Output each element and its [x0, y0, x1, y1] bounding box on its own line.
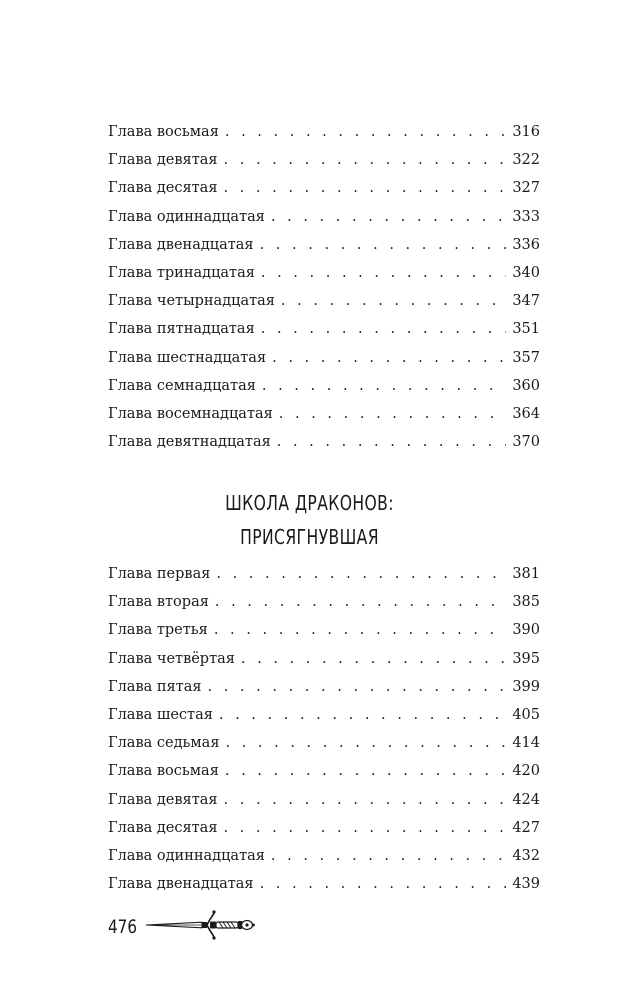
toc-entry-title: Глава одиннадцатая [108, 847, 265, 864]
toc-leader-dots [223, 814, 506, 842]
toc-leader-dots [262, 372, 506, 400]
toc-entry[interactable] [108, 287, 540, 315]
toc-entry-title: Глава восьмая [108, 124, 219, 140]
toc-leader-dots [225, 729, 506, 757]
toc-entry-page: 370 [512, 434, 540, 451]
toc-entry[interactable] [108, 203, 540, 231]
toc-entry-page: 364 [512, 405, 540, 422]
toc-entry-title: Глава седьмая [108, 735, 220, 752]
toc-leader-dots [279, 400, 507, 428]
toc-entry[interactable] [108, 259, 540, 287]
toc-leader-dots [216, 560, 506, 588]
toc-entry-page: 360 [512, 377, 540, 394]
toc-entry-page: 399 [512, 678, 540, 695]
toc-entry[interactable] [108, 315, 540, 343]
toc-entry-page: 336 [512, 236, 540, 253]
toc-entry[interactable] [108, 673, 540, 701]
toc-entry-title: Глава пятая [108, 678, 202, 695]
toc-entry-page: 316 [512, 124, 540, 140]
toc-leader-dots [271, 842, 506, 870]
dagger-icon [144, 910, 256, 944]
toc-entry-page: 420 [512, 763, 540, 780]
toc-list-top [108, 118, 540, 456]
toc-leader-dots [241, 645, 506, 673]
page-number: 476 [108, 916, 138, 938]
toc-entry[interactable] [108, 344, 540, 372]
toc-entry-title: Глава четырнадцатая [108, 293, 275, 310]
toc-entry-page: 427 [512, 819, 540, 836]
toc-entry-title: Глава третья [108, 622, 208, 639]
toc-entry-title: Глава восемнадцатая [108, 405, 273, 422]
toc-leader-dots [224, 146, 507, 174]
toc-entry-title: Глава вторая [108, 594, 209, 611]
toc-entry-page: 351 [512, 321, 540, 338]
toc-leader-dots [261, 315, 507, 343]
toc-leader-dots [225, 757, 506, 785]
toc-entry-page: 405 [512, 706, 540, 723]
toc-entry-title: Глава девятая [108, 152, 218, 169]
toc-entry-title: Глава четвёртая [108, 650, 235, 667]
toc-leader-dots [219, 701, 506, 729]
toc-entry-page: 424 [512, 791, 540, 808]
toc-entry[interactable] [108, 870, 540, 898]
toc-leader-dots [271, 203, 506, 231]
toc-entry-page: 432 [512, 847, 540, 864]
toc-leader-dots [260, 231, 507, 259]
toc-leader-dots [223, 174, 506, 202]
toc-entry-title: Глава двенадцатая [108, 236, 254, 253]
toc-entry-page: 385 [512, 594, 540, 611]
toc-entry-page: 439 [512, 876, 540, 893]
page-footer [108, 910, 256, 944]
toc-entry-page: 333 [512, 208, 540, 225]
toc-entry-page: 340 [512, 264, 540, 281]
toc-entry-title: Глава десятая [108, 819, 218, 836]
toc-entry[interactable] [108, 146, 540, 174]
toc-entry-page: 414 [512, 735, 540, 752]
toc-entry[interactable] [108, 372, 540, 400]
toc-entry-page: 327 [512, 180, 540, 197]
toc-entry-title: Глава первая [108, 566, 211, 582]
toc-leader-dots [225, 118, 506, 146]
toc-entry-page: 390 [512, 622, 540, 639]
toc-leader-dots [224, 786, 507, 814]
toc-entry-title: Глава девятая [108, 791, 218, 808]
toc-leader-dots [208, 673, 507, 701]
toc-entry[interactable] [108, 400, 540, 428]
toc-entry[interactable] [108, 757, 540, 785]
toc-entry[interactable] [108, 560, 540, 588]
toc-entry-page: 357 [512, 349, 540, 366]
toc-leader-dots [214, 616, 506, 644]
toc-entry-title: Глава одиннадцатая [108, 208, 265, 225]
toc-entry[interactable] [108, 231, 540, 259]
toc-entry[interactable] [108, 645, 540, 673]
toc-entry[interactable] [108, 842, 540, 870]
toc-leader-dots [277, 428, 507, 456]
toc-entry-title: Глава семнадцатая [108, 377, 256, 394]
section-heading-line-2: ПРИСЯГНУВШАЯ [240, 525, 379, 549]
toc-leader-dots [272, 344, 506, 372]
toc-leader-dots [281, 287, 506, 315]
toc-leader-dots [260, 870, 507, 898]
toc-entry[interactable] [108, 786, 540, 814]
toc-entry-title: Глава десятая [108, 180, 218, 197]
toc-entry-page: 347 [512, 293, 540, 310]
toc-entry[interactable] [108, 701, 540, 729]
toc-entry-title: Глава шестая [108, 706, 213, 723]
section-heading [68, 486, 551, 554]
toc-entry-title: Глава восьмая [108, 763, 219, 780]
toc-leader-dots [215, 588, 506, 616]
toc-leader-dots [261, 259, 506, 287]
toc-entry-page: 381 [512, 566, 540, 582]
toc-entry-title: Глава тринадцатая [108, 264, 255, 281]
toc-entry-title: Глава двенадцатая [108, 876, 254, 893]
toc-entry[interactable] [108, 729, 540, 757]
toc-entry-title: Глава шестнадцатая [108, 349, 267, 366]
toc-entry-title: Глава пятнадцатая [108, 321, 255, 338]
toc-list-bottom [108, 560, 540, 898]
toc-entry[interactable] [108, 616, 540, 644]
toc-entry[interactable] [108, 588, 540, 616]
toc-entry-page: 395 [512, 650, 540, 667]
toc-entry[interactable] [108, 814, 540, 842]
toc-entry[interactable] [108, 174, 540, 202]
toc-entry[interactable] [108, 428, 540, 456]
toc-entry-page: 322 [512, 152, 540, 169]
toc-entry[interactable] [108, 118, 540, 146]
section-heading-line-1: ШКОЛА ДРАКОНОВ: [225, 491, 394, 515]
toc-entry-title: Глава девятнадцатая [108, 434, 271, 451]
